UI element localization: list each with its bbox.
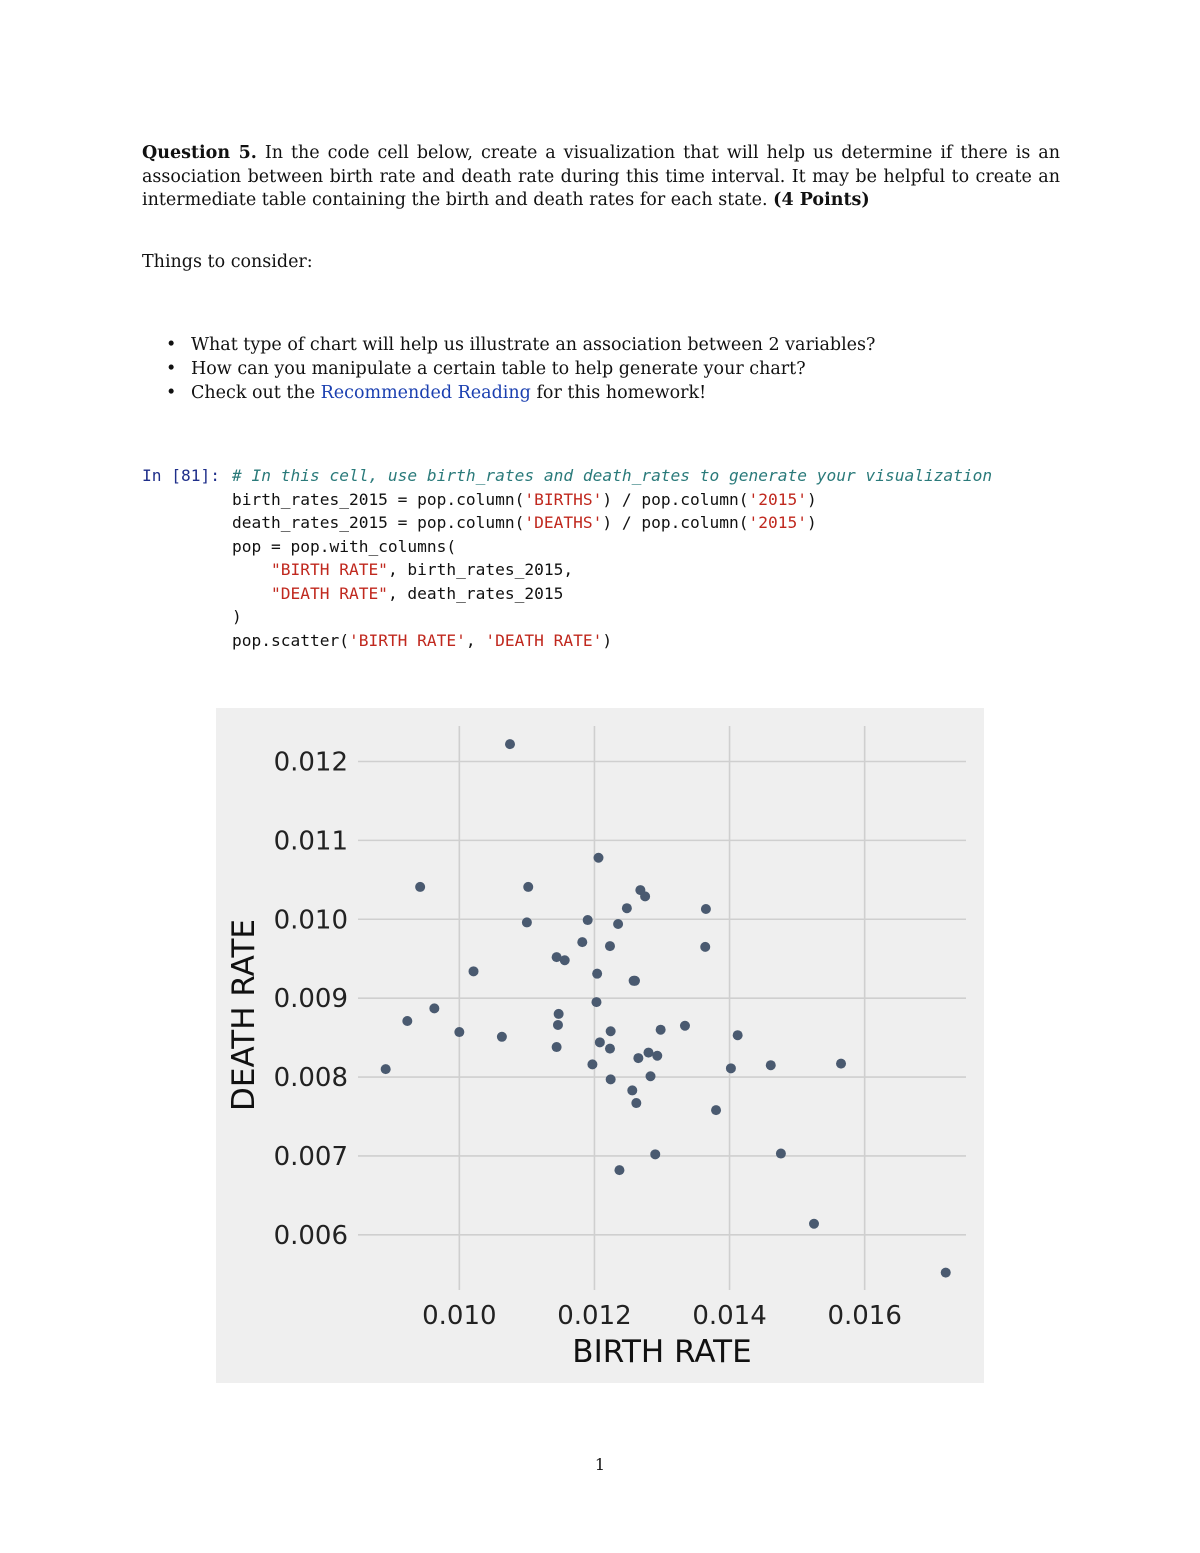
data-point [627, 1085, 637, 1095]
data-point [646, 1071, 656, 1081]
x-tick-label: 0.016 [827, 1301, 902, 1331]
data-point [631, 1098, 641, 1108]
data-point [587, 1059, 597, 1069]
list-item: • How can you manipulate a certain table to help generate your chart? [166, 359, 806, 379]
data-point [613, 919, 623, 929]
x-axis-label: BIRTH RATE [572, 1334, 752, 1370]
data-point [733, 1030, 743, 1040]
y-tick-label: 0.006 [273, 1220, 348, 1251]
code-line [142, 464, 992, 488]
data-point [643, 1048, 653, 1058]
question-label: Question 5. [142, 143, 257, 163]
data-point [560, 955, 570, 965]
code-line: birth_rates_2015 = pop.column('BIRTHS') / pop.column('2015') [232, 489, 817, 509]
data-point [469, 966, 479, 976]
data-point [656, 1025, 666, 1035]
data-point [711, 1105, 721, 1115]
code-line: pop = pop.with_columns( [232, 536, 457, 556]
bullet-icon: • [166, 359, 177, 379]
data-point [454, 1027, 464, 1037]
y-tick-label: 0.009 [273, 984, 348, 1015]
data-point [700, 942, 710, 952]
y-tick-label: 0.012 [273, 747, 348, 778]
code-line: death_rates_2015 = pop.column('DEATHS') / pop.column('2015') [232, 513, 817, 532]
data-point [429, 1003, 439, 1013]
code-line: pop.scatter('BIRTH RATE', 'DEATH RATE') [232, 630, 613, 650]
data-point [593, 853, 603, 863]
data-point [701, 904, 711, 914]
data-point [726, 1063, 736, 1073]
y-tick-label: 0.011 [273, 826, 348, 857]
page-number: 1 [594, 1455, 606, 1474]
data-point [605, 941, 615, 951]
data-point [622, 903, 632, 913]
code-line: "DEATH RATE", death_rates_2015 [270, 583, 564, 603]
code-line: ) [232, 607, 242, 626]
data-point [381, 1064, 391, 1074]
data-point [809, 1219, 819, 1229]
data-point [640, 891, 650, 901]
code-line: "BIRTH RATE", birth_rates_2015, [270, 560, 574, 579]
question-text: In the code cell below, create a visualization that will help us determine if there is an association between birth rate and death rate during this time interval. It may be helpful to create an intermediate table containing the birth and death rates for each state. [142, 143, 1060, 210]
x-tick-label: 0.014 [692, 1301, 767, 1331]
data-point [652, 1051, 662, 1061]
data-point [650, 1149, 660, 1159]
code-comment: # In this cell, use birth_rates and death_rates to generate your visualization [232, 466, 993, 485]
code-cell[interactable] [142, 464, 992, 652]
data-point [606, 1026, 616, 1036]
data-point [614, 1165, 624, 1175]
data-point [836, 1059, 846, 1069]
data-point [606, 1074, 616, 1084]
bullet-icon: • [166, 335, 177, 355]
recommended-reading-link[interactable]: Recommended Reading [320, 383, 531, 403]
x-tick-label: 0.012 [557, 1301, 632, 1331]
data-point [522, 917, 532, 927]
data-point [583, 915, 593, 925]
consider-list [166, 333, 875, 405]
data-point [630, 976, 640, 986]
question-paragraph [142, 142, 1060, 213]
data-point [402, 1016, 412, 1026]
y-axis-label: DEATH RATE [226, 919, 262, 1111]
data-point [776, 1149, 786, 1159]
cell-prompt: In [81]: [142, 466, 220, 485]
data-point [415, 882, 425, 892]
y-tick-label: 0.007 [273, 1141, 348, 1172]
x-tick-label: 0.010 [422, 1301, 497, 1331]
data-point [497, 1032, 507, 1042]
data-point [680, 1021, 690, 1031]
data-point [523, 882, 533, 892]
data-point [941, 1268, 951, 1278]
question-points: (4 Points) [773, 190, 870, 210]
data-point [505, 739, 515, 749]
data-point [554, 1009, 564, 1019]
data-point [766, 1060, 776, 1070]
list-item: • What type of chart will help us illustrate an association between 2 variables? [166, 335, 876, 355]
y-tick-label: 0.010 [273, 905, 348, 936]
data-point [595, 1037, 605, 1047]
data-point [633, 1053, 643, 1063]
y-tick-label: 0.008 [273, 1063, 348, 1094]
data-point [552, 1042, 562, 1052]
data-point [591, 997, 601, 1007]
data-point [605, 1044, 615, 1054]
data-point [592, 969, 602, 979]
scatter-chart [216, 708, 984, 1383]
data-point [553, 1020, 563, 1030]
bullet-icon: • [166, 383, 177, 403]
data-point [577, 937, 587, 947]
list-item: • Check out the Recommended Reading for this homework! [166, 383, 707, 403]
things-to-consider: Things to consider: [142, 252, 313, 272]
